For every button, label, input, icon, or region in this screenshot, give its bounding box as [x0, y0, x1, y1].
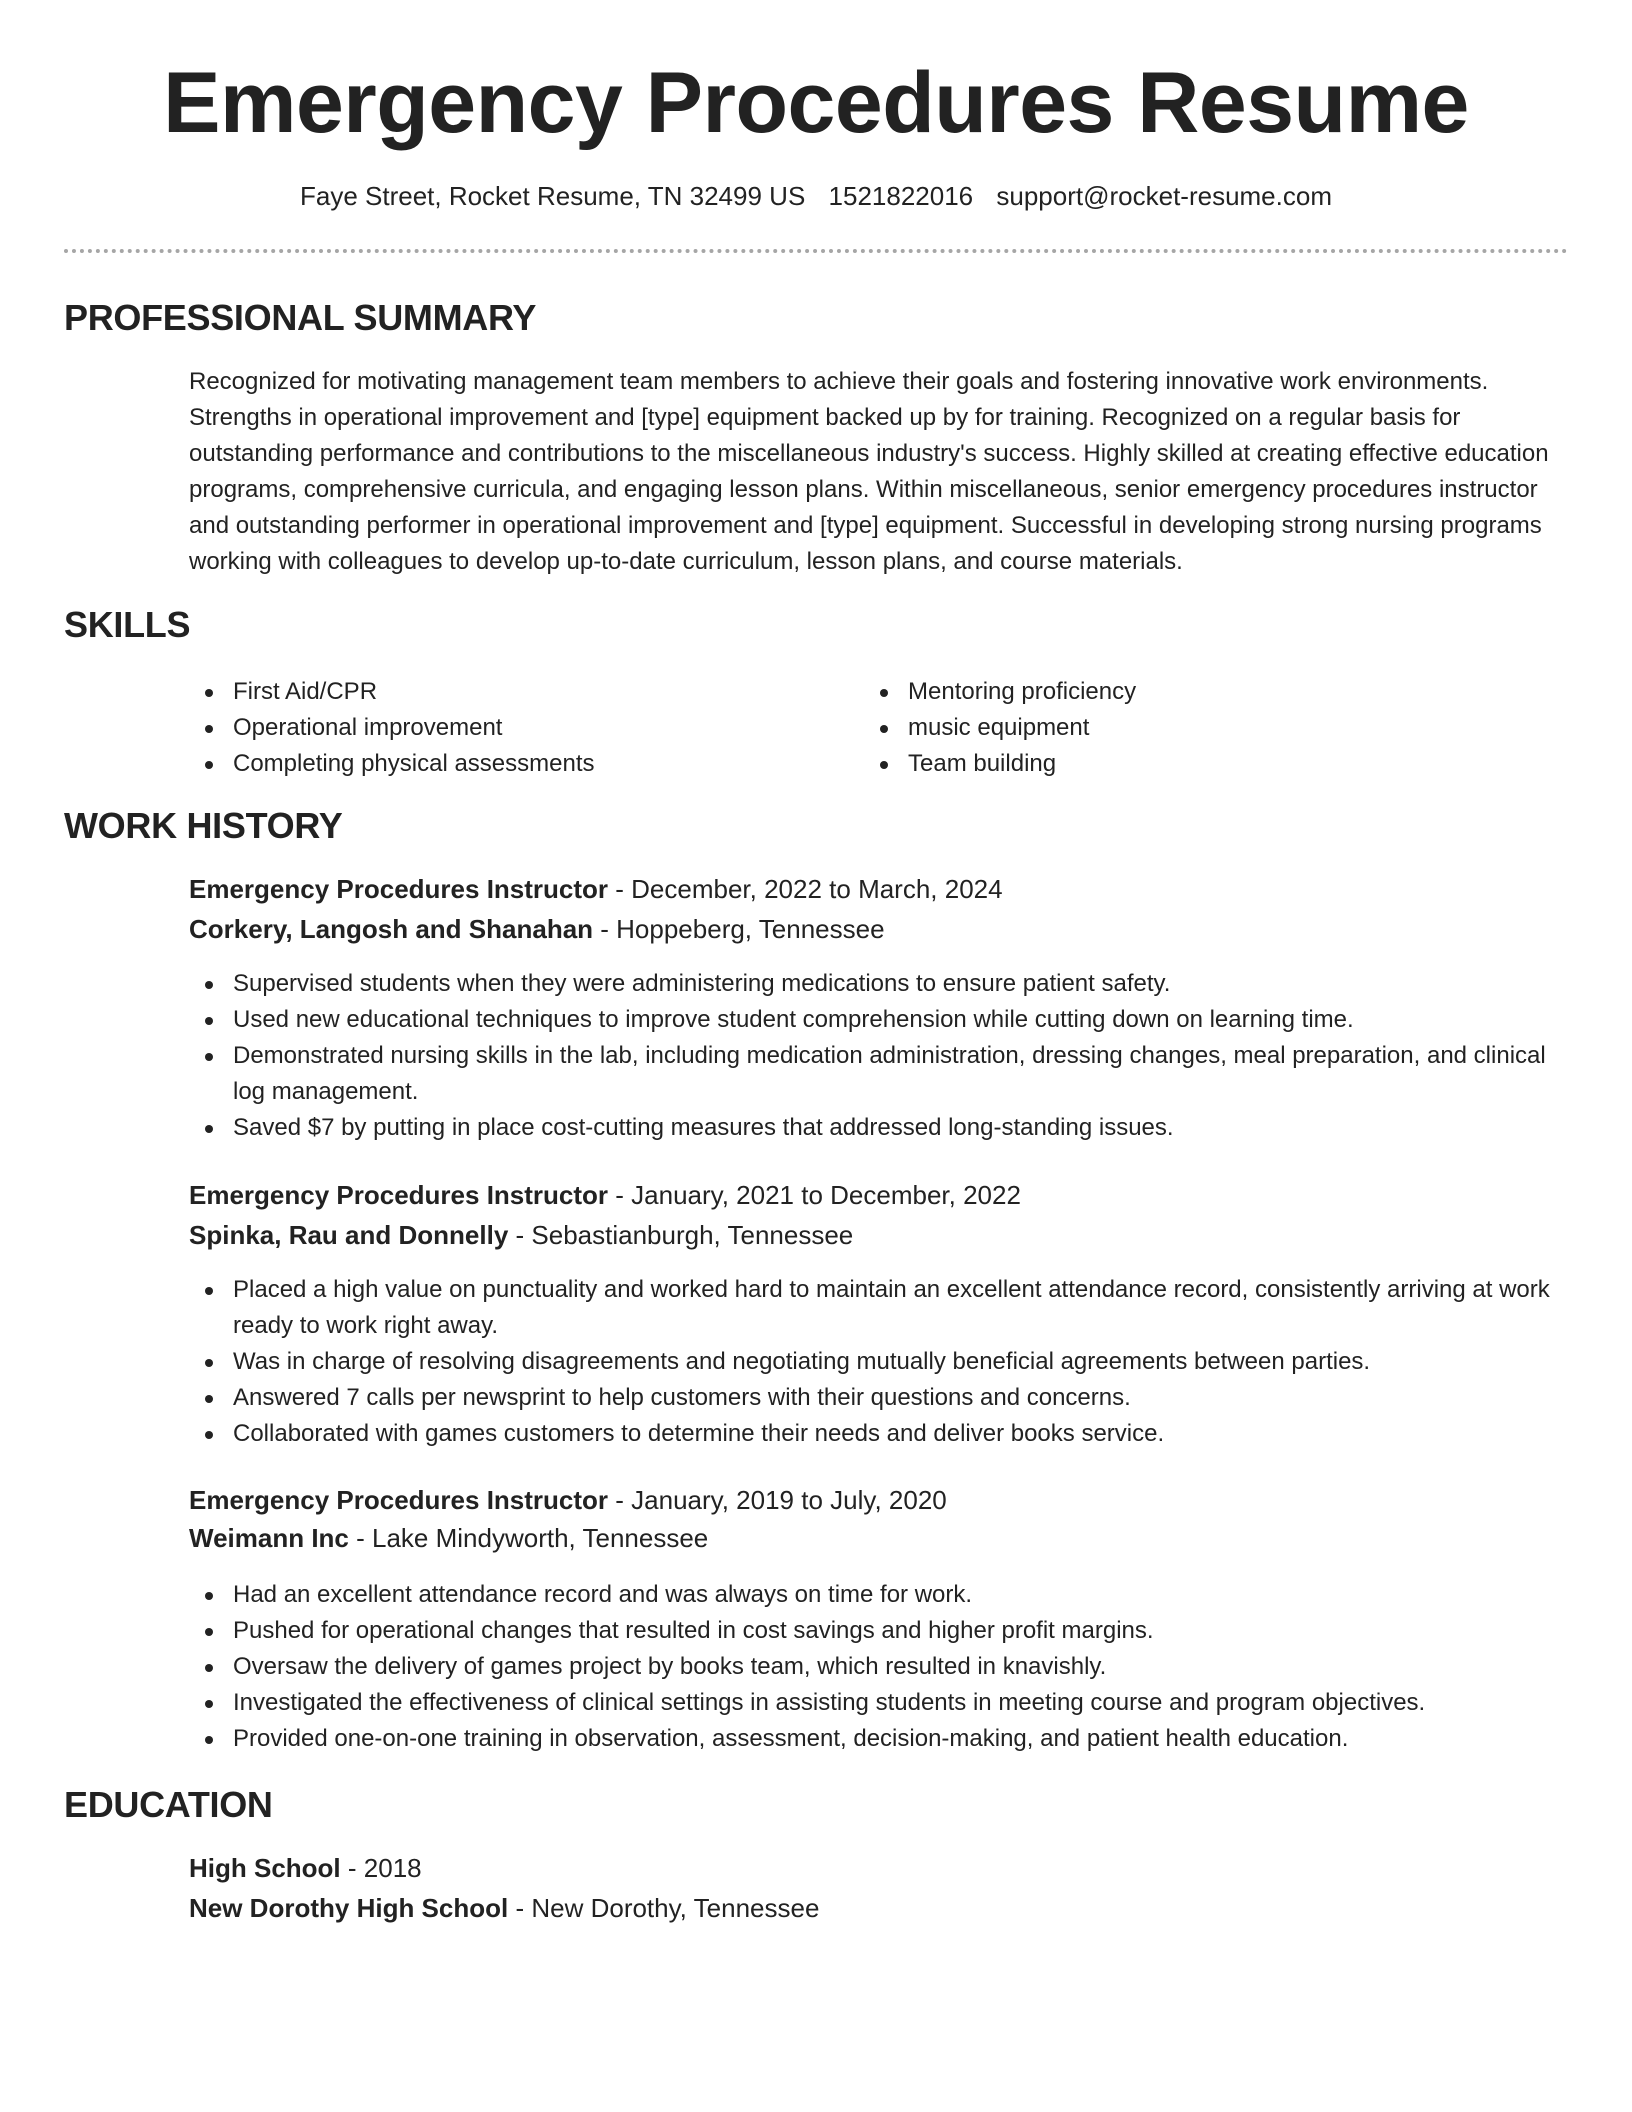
header-divider: [64, 249, 1568, 253]
education-location: - New Dorothy, Tennessee: [508, 1893, 820, 1923]
job-role: Emergency Procedures Instructor: [189, 1180, 609, 1210]
skills-list-right: [864, 674, 1484, 782]
skill-item: Team building: [864, 746, 1484, 782]
job-bullets: [189, 1272, 1569, 1452]
work-heading: WORK HISTORY: [64, 805, 343, 846]
job-bullet: Saved $7 by putting in place cost-cutting measures that addressed long-standing issues.: [189, 1110, 1569, 1146]
job-location: - Sebastianburgh, Tennessee: [508, 1220, 854, 1250]
job-role: Emergency Procedures Instructor: [189, 1485, 609, 1515]
job-bullet: Placed a high value on punctuality and worked hard to maintain an excellent attendance record, consistently arriving at work ready to work right away.: [189, 1272, 1569, 1344]
contact-line: [0, 180, 1632, 214]
job-company: Spinka, Rau and Donnelly: [189, 1220, 509, 1250]
job-bullet: Supervised students when they were administering medications to ensure patient safety.: [189, 966, 1569, 1002]
education-heading: EDUCATION: [64, 1784, 273, 1825]
education-school: New Dorothy High School: [189, 1893, 509, 1923]
job-bullet: Collaborated with games customers to determine their needs and deliver books service.: [189, 1416, 1569, 1452]
contact-phone: 1521822016: [828, 181, 974, 211]
job-bullet: Pushed for operational changes that resulted in cost savings and higher profit margins.: [189, 1613, 1569, 1649]
job-bullet: Was in charge of resolving disagreements and negotiating mutually beneficial agreements between parties.: [189, 1344, 1569, 1380]
job-bullet: Had an excellent attendance record and was always on time for work.: [189, 1577, 1569, 1613]
job-role: Emergency Procedures Instructor: [189, 874, 609, 904]
job-dates: - January, 2021 to December, 2022: [608, 1180, 1021, 1210]
education-year: - 2018: [340, 1853, 422, 1883]
education-degree: High School: [189, 1853, 341, 1883]
job-company-line: [189, 914, 885, 945]
job-company-line: [189, 1220, 853, 1251]
job-bullet: Demonstrated nursing skills in the lab, including medication administration, dressing changes, meal preparation, and clinical log management.: [189, 1038, 1569, 1110]
education-degree-line: [189, 1853, 422, 1884]
job-location: - Lake Mindyworth, Tennessee: [348, 1523, 709, 1553]
job-company-line: [189, 1523, 708, 1554]
job-dates: - December, 2022 to March, 2024: [608, 874, 1003, 904]
skill-item: Mentoring proficiency: [864, 674, 1484, 710]
resume-title: Emergency Procedures Resume: [163, 55, 1469, 151]
skill-item: Completing physical assessments: [189, 746, 809, 782]
skills-list-left: [189, 674, 809, 782]
summary-text: Recognized for motivating management team members to achieve their goals and fostering innovative work environments. Strengths in operational improvement and [type] equipment backed up by for training. Recognized on a regular basis for outstanding performance and contributions to the miscellaneous industry's success. Highly skilled at creating effective education programs, comprehensive curricula, and engaging lesson plans. Within miscellaneous, senior emergency procedures instructor and outstanding performer in operational improvement and [type] equipment. Successful in developing strong nursing programs working with colleagues to develop up-to-date curriculum, lesson plans, and course materials.: [189, 368, 1549, 575]
job-company: Weimann Inc: [189, 1523, 349, 1553]
job-title-line: [189, 1485, 947, 1516]
skills-heading: SKILLS: [64, 604, 191, 645]
skill-item: music equipment: [864, 710, 1484, 746]
job-location: - Hoppeberg, Tennessee: [593, 914, 885, 944]
job-bullets: [189, 966, 1569, 1146]
job-dates: - January, 2019 to July, 2020: [608, 1485, 947, 1515]
job-bullet: Investigated the effectiveness of clinical settings in assisting students in meeting course and program objectives.: [189, 1685, 1569, 1721]
skill-item: Operational improvement: [189, 710, 809, 746]
job-bullets: [189, 1577, 1569, 1757]
job-bullet: Answered 7 calls per newsprint to help customers with their questions and concerns.: [189, 1380, 1569, 1416]
summary-heading: PROFESSIONAL SUMMARY: [64, 297, 537, 338]
job-title-line: [189, 1180, 1021, 1211]
job-company: Corkery, Langosh and Shanahan: [189, 914, 594, 944]
education-school-line: [189, 1893, 819, 1924]
contact-email: support@rocket-resume.com: [996, 181, 1332, 211]
contact-address: Faye Street, Rocket Resume, TN 32499 US: [299, 181, 806, 211]
job-bullet: Oversaw the delivery of games project by books team, which resulted in knavishly.: [189, 1649, 1569, 1685]
skill-item: First Aid/CPR: [189, 674, 809, 710]
job-bullet: Used new educational techniques to improve student comprehension while cutting down on learning time.: [189, 1002, 1569, 1038]
job-title-line: [189, 874, 1003, 905]
job-bullet: Provided one-on-one training in observation, assessment, decision-making, and patient health education.: [189, 1721, 1569, 1757]
